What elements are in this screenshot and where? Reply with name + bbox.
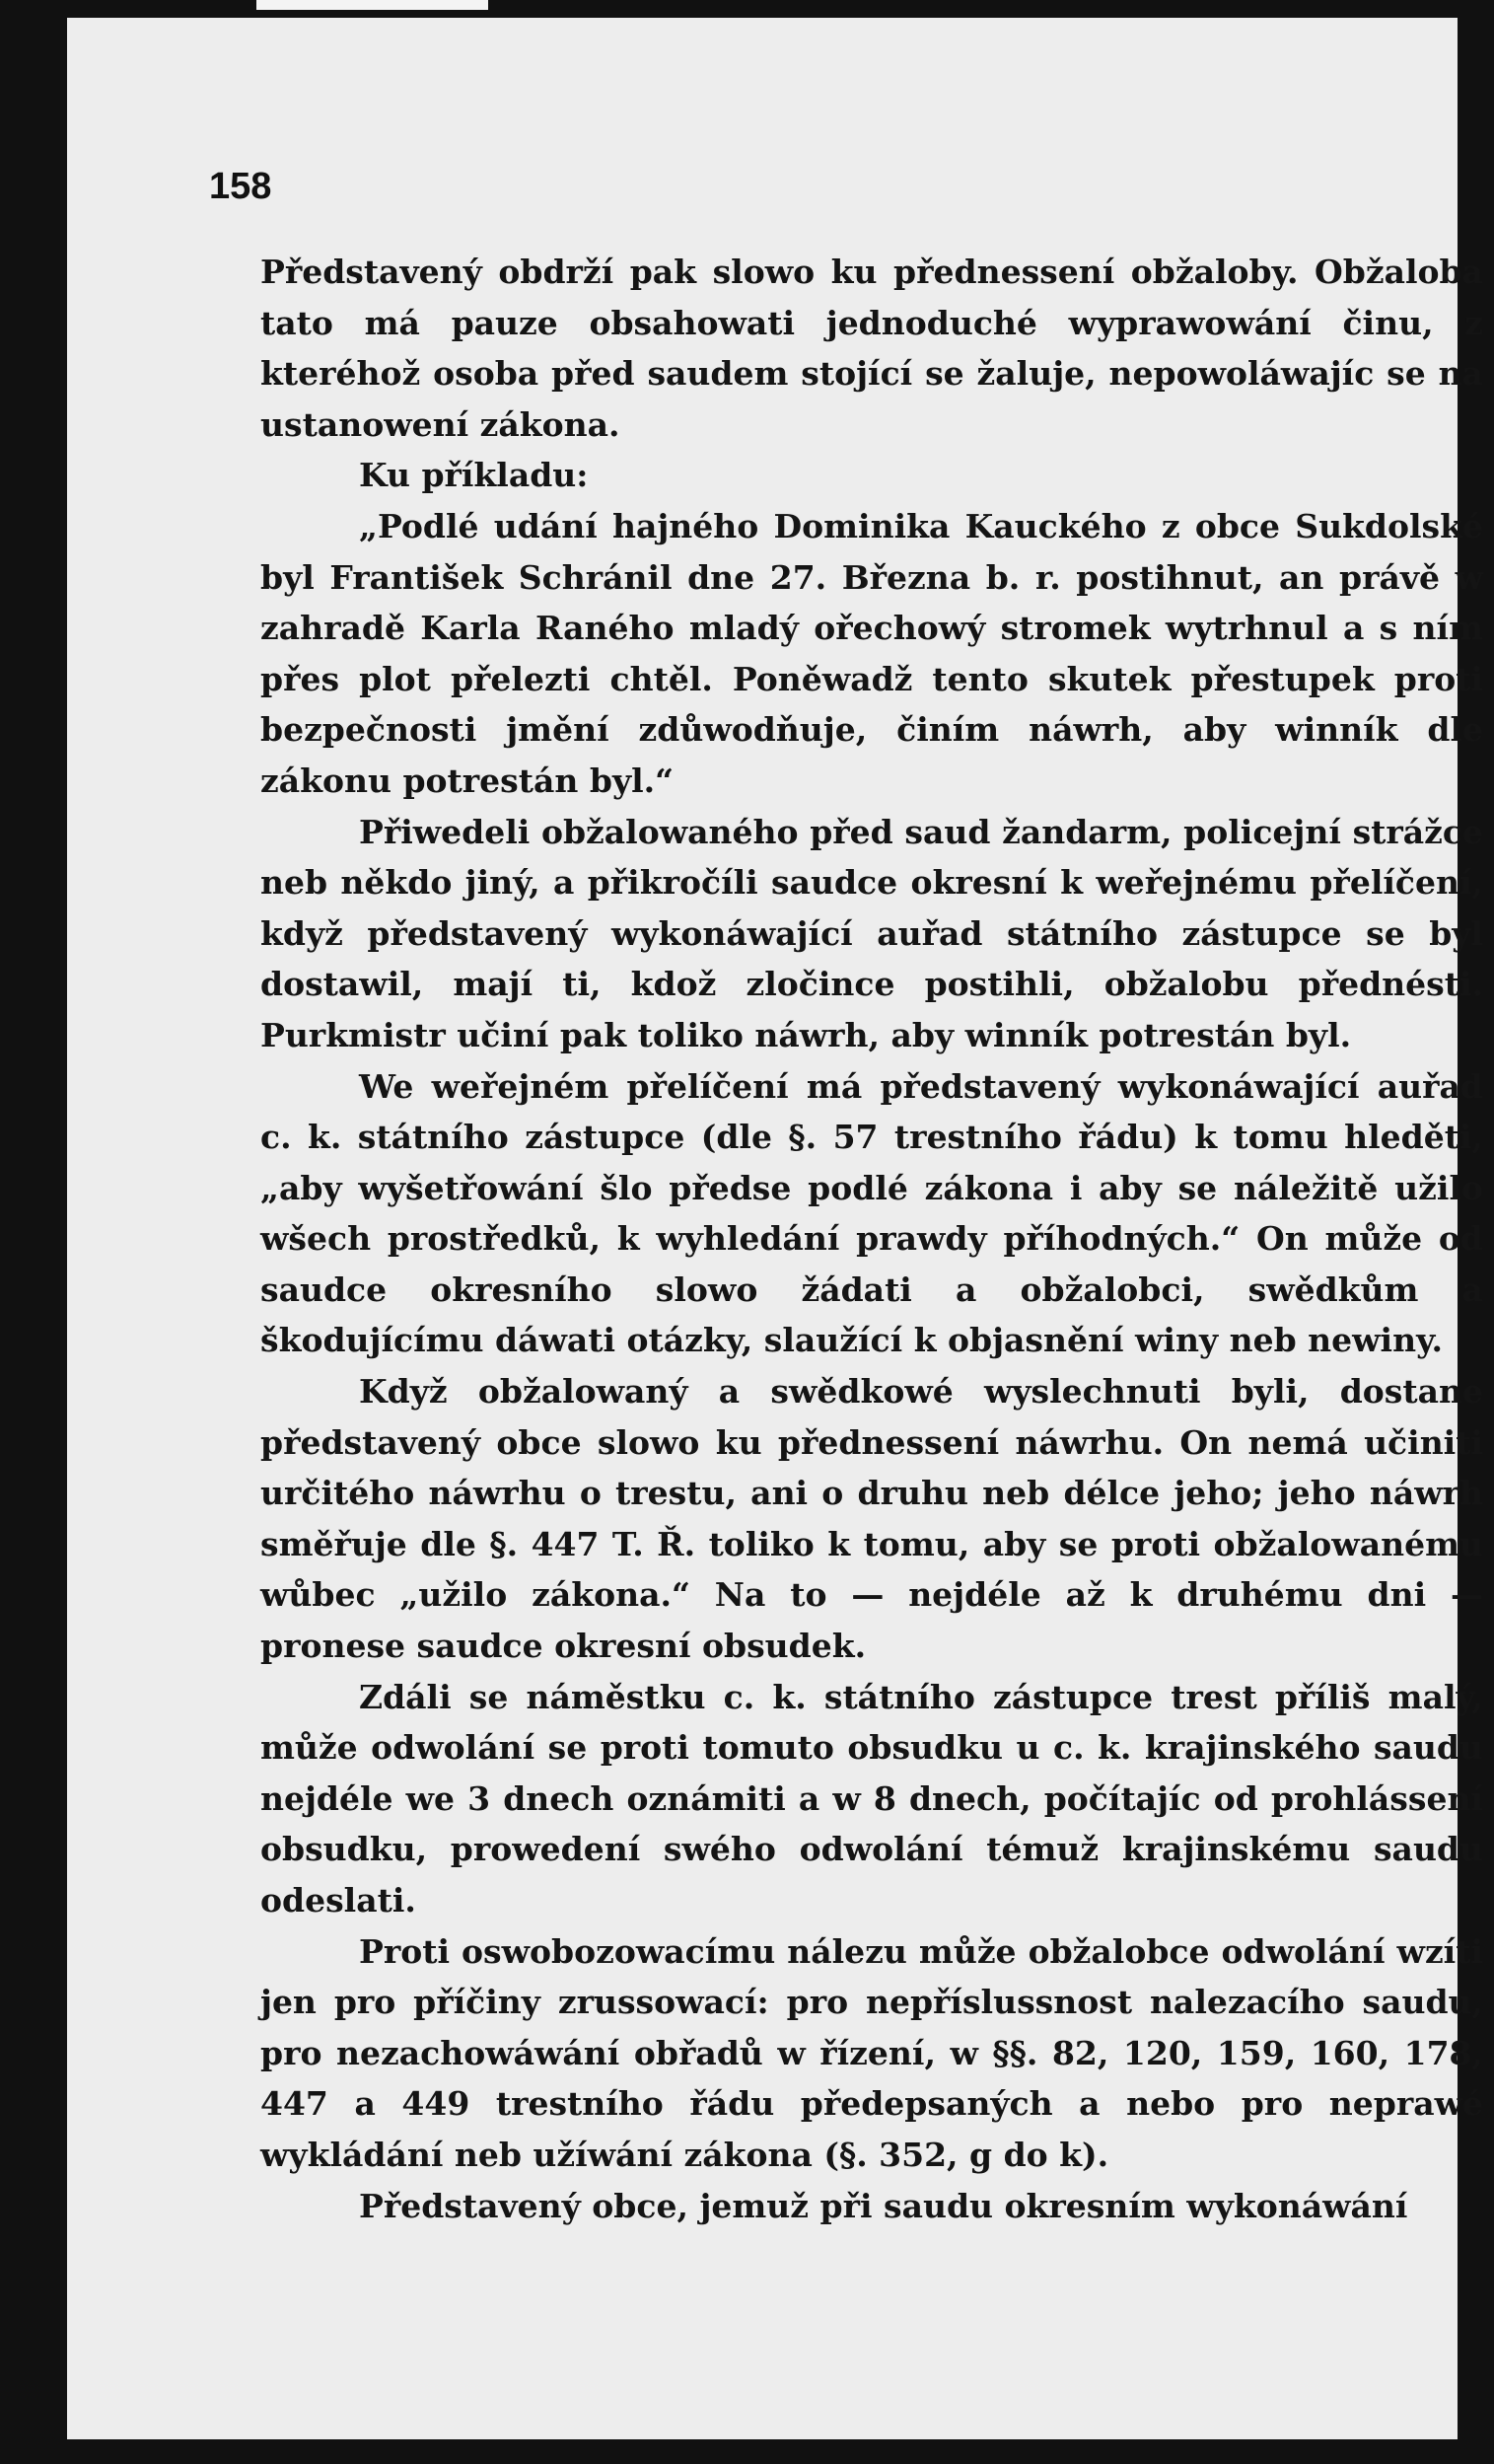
paragraph: Když obžalowaný a swědkowé wyslechnuti byli, dostane představený obce slowo ku přednessení náwrhu. On nemá učiniti určitého náwrhu o trestu, ani o druhu neb délce jeho; jeho náwrh směřuje dle §. 447 T. Ř. toliko k tomu, aby se proti obžalowanému wůbec „užilo zákona.“ Na to — nejdéle až k druhému dni — pronese saudce okresní obsudek. [260,1372,1483,1666]
paragraph: Proti oswobozowacímu nálezu může obžalobce odwolání wzíti jen pro příčiny zrussowací: pro nepříslussnost nalezacího saudu, pro nezachowáwání obřadů w řízení, w §§. 82, 120, 159, 160, 178, 447 a 449 trestního řádu předepsaných a nebo pro neprawé wykládání neb užíwání zákona (§. 352, g do k). [260,1931,1483,2174]
quoted-paragraph: „Podlé udání hajného Dominika Kauckého z obce Sukdolské byl František Schránil dne 27. Března b. r. postihnut, an právě w zahradě Karla Raného mladý ořechowý stromek wytrhnul a s ním přes plot přelezti chtěl. Poněwadž tento skutek přestupek proti bezpečnosti jmění zdůwodňuje, činím náwrh, aby winník dle zákonu potrestán byl.“ [260,506,1483,800]
body-text [260,247,1483,2231]
paragraph: We weřejném přelíčení má představený wykonáwající auřad c. k. státního zástupce (dle §. 57 trestního řádu) k tomu hleděti, „aby wyšetřowání šlo předse podlé zákona i aby se náležitě užilo wšech prostředků, k wyhledání prawdy příhodných.“ On může od saudce okresního slowo žádati a obžalobci, swědkům a škodujícímu dáwati otázky, slaužící k objasnění winy neb newiny. [260,1066,1483,1360]
page-number: 158 [209,166,272,207]
paragraph: Představený obdrží pak slowo ku přednessení obžaloby. Obžaloba tato má pauze obsahowati jednoduché wyprawowání činu, z kteréhož osoba před saudem stojící se žaluje, nepowoláwajíc se na ustanowení zákona. [260,253,1483,444]
paragraph: Přiwedeli obžalowaného před saud žandarm, policejní strážce neb někdo jiný, a přikročíli saudce okresní k weřejnému přelíčení, když představený wykonáwající auřad státního zástupce se byl dostawil, mají ti, kdož zločince postihli, obžalobu přednésti. Purkmistr učiní pak toliko náwrh, aby winník potrestán byl. [260,812,1483,1054]
paragraph: Zdáli se náměstku c. k. státního zástupce trest příliš malý, může odwolání se proti tomuto obsudku u c. k. krajinského saudu nejdéle we 3 dnech oznámiti a w 8 dnech, počítajíc od prohlássení obsudku, prowedení swého odwolání témuž krajinskému saudu odeslati. [260,1677,1483,1920]
top-edge-strip [256,0,488,10]
paragraph: Představený obce, jemuž při saudu okresním wykonáwání [359,2186,1408,2225]
book-page [67,18,1483,2439]
paragraph: Ku příkladu: [359,456,589,495]
